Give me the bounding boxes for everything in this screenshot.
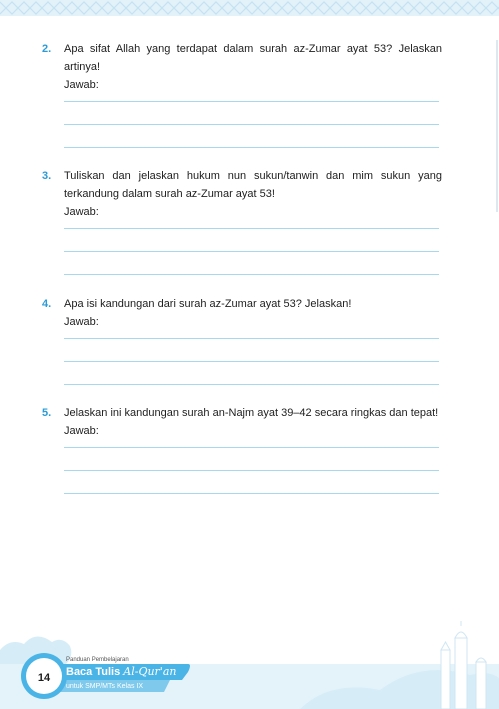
book-title-script: Al-Qur'an xyxy=(123,665,177,678)
question-text: Apa isi kandungan dari surah az-Zumar ayat 53? Jelaskan! xyxy=(64,298,352,310)
question-4 xyxy=(42,295,442,385)
question-number: 3. xyxy=(42,170,52,182)
answer-line[interactable] xyxy=(64,361,439,362)
answer-label: Jawab: xyxy=(64,425,99,437)
book-title xyxy=(66,665,176,678)
question-number: 2. xyxy=(42,43,52,55)
answer-line[interactable] xyxy=(64,447,439,448)
book-prefix: Panduan Pembelajaran xyxy=(66,657,129,663)
question-text: Jelaskan ini kandungan surah an-Najm ayat 39–42 secara ringkas dan tepat! xyxy=(64,407,439,419)
answer-label: Jawab: xyxy=(64,206,99,218)
decorative-top-border xyxy=(0,0,499,16)
answer-line[interactable] xyxy=(64,228,439,229)
margin-rule xyxy=(496,40,498,212)
question-text: Tuliskan dan jelaskan hukum nun sukun/tanwin dan mim sukun yang terkandung dalam surah az-Zumar ayat 53! xyxy=(64,170,442,200)
answer-line[interactable] xyxy=(64,124,439,125)
answer-line[interactable] xyxy=(64,493,439,494)
question-3 xyxy=(42,167,442,275)
question-number: 5. xyxy=(42,407,52,419)
question-number: 4. xyxy=(42,298,52,310)
book-subtitle: untuk SMP/MTs Kelas IX xyxy=(66,683,144,690)
book-title-main: Baca Tulis xyxy=(66,666,124,678)
answer-label: Jawab: xyxy=(64,79,99,91)
answer-line[interactable] xyxy=(64,274,439,275)
answer-line[interactable] xyxy=(64,101,439,102)
question-text: Apa sifat Allah yang terdapat dalam surah az-Zumar ayat 53? Jelaskan artinya! xyxy=(64,43,442,73)
answer-label: Jawab: xyxy=(64,316,99,328)
answer-line[interactable] xyxy=(64,470,439,471)
answer-line[interactable] xyxy=(64,384,439,385)
answer-line[interactable] xyxy=(64,251,439,252)
answer-line[interactable] xyxy=(64,338,439,339)
question-2 xyxy=(42,40,442,148)
answer-line[interactable] xyxy=(64,147,439,148)
question-5 xyxy=(42,404,442,494)
page-number: 14 xyxy=(37,672,51,684)
